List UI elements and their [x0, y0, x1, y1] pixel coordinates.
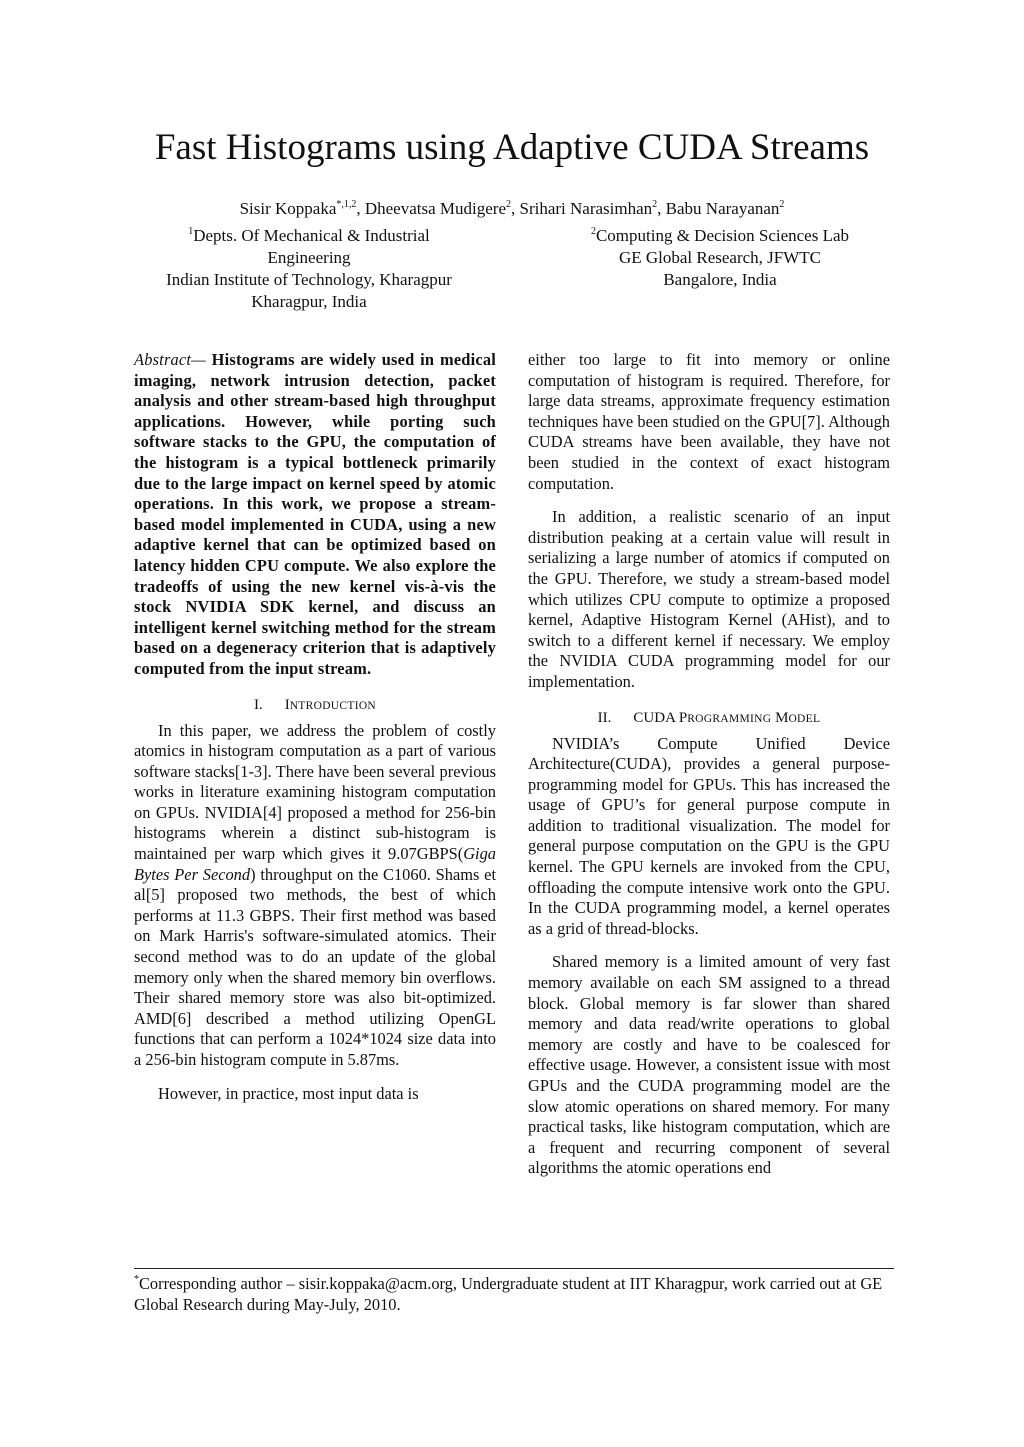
section-title-cap: CUDA P — [633, 709, 688, 726]
section-title-rest: ODEL — [788, 712, 821, 725]
affiliation-line — [120, 225, 498, 247]
intro-paragraph-3: In addition, a realistic scenario of an input distribution peaking at a certain value will result in serializing a large number of atomics if computed on the GPU. Therefore, we study a stream-based model which utilizes CPU compute to optimize a proposed kernel, Adaptive Histogram Kernel (AHist), and to switch to a different kernel if necessary. We employ the NVIDIA CUDA programming model for our implementation. — [528, 507, 890, 691]
paper-title: Fast Histograms using Adaptive CUDA Streams — [154, 127, 870, 168]
left-column — [134, 350, 496, 1104]
section-number: II. — [597, 709, 612, 726]
section-number: I. — [253, 696, 263, 713]
affiliation-text: Depts. Of Mechanical & Industrial — [193, 226, 430, 245]
section-heading-cuda — [528, 708, 890, 729]
footnote-mark: * — [134, 1274, 139, 1285]
author-name: Srihari Narasimhan — [519, 199, 653, 218]
affiliation-line: Kharagpur, India — [251, 292, 367, 311]
intro-paragraph-2-start: However, in practice, most input data is — [158, 1083, 419, 1103]
author-name: Sisir Koppaka — [239, 199, 337, 218]
footnote-divider — [134, 1268, 894, 1269]
affiliation-line: Bangalore, India — [663, 270, 777, 289]
cuda-paragraph-2: Shared memory is a limited amount of very fast memory available on each SM assigned to a thread block. Global memory is far slower than shared memory and data read/write operations to global memory are costly and have to be coalesced for effective usage. However, a consistent issue with most GPUs and the CUDA programming model are the slow atomic operations on shared memory. For many practical tasks, like histogram computation, which are a frequent and recurring component of several algorithms the atomic operations end — [528, 952, 890, 1178]
affiliation-2 — [525, 225, 915, 291]
intro-paragraph-2-continued: either too large to fit into memory or online computation of histogram is required. Therefore, for large data streams, approximate frequency estimation techniques have been studied on the GPU[7]. Although CUDA streams have been available, they have not been studied in the context of exact histogram computation. — [528, 350, 890, 493]
affiliation-line: Indian Institute of Technology, Kharagpur — [166, 270, 452, 289]
author-marks: *,1,2 — [336, 199, 357, 210]
affiliation-line: Engineering — [267, 248, 351, 267]
affiliation-text: Computing & Decision Sciences Lab — [595, 226, 850, 245]
paragraph-text: In this paper, we address the problem of costly atomics in histogram computation as a part of various software stacks[1-3]. There have been several previous works in literature examining histogram computation on GPUs. NVIDIA[4] proposed a method for 256-bin histograms wherein a distinct sub-histogram is maintained per warp which gives it 9.07GBPS( — [134, 720, 496, 864]
intro-paragraph-1 — [134, 721, 496, 1071]
abstract-text: Histograms are widely used in medical imaging, network intrusion detection, packet analysis and other stream-based high throughput applications. However, while porting such software stacks to the GPU, the computation of the histogram is a typical bottleneck primarily due to the large impact on kernel speed by atomic operations. In this work, we propose a stream-based model implemented in CUDA, using a new adaptive kernel that can be optimized based on latency hidden CPU compute. We also explore the tradeoffs of using the new kernel vis-à-vis the stock NVIDIA SDK kernel, and discuss an intelligent kernel switching method for the stream based on a degeneracy criterion that is adaptively computed from the input stream. — [134, 350, 496, 678]
author-list: Sisir Koppaka$^{*,1,2}$, Dheevatsa Mudigere$^2$, Srihari Narasimhan$^2$, Babu Narayanan$^2$ — [239, 199, 785, 218]
author-marks: 2 — [779, 199, 785, 210]
author-marks: 2 — [652, 199, 658, 210]
author-name: Dheevatsa Mudigere — [364, 199, 506, 218]
author-name: Babu Narayanan — [665, 199, 780, 218]
author-marks: 2 — [506, 199, 511, 210]
paragraph-text: ) throughput on the C1060. Shams et al[5] proposed two methods, the best of which performs at 11.3 GBPS. Their first method was based on Mark Harris's software-simulated atomics. Their second method was to do an update of the global memory only when the shared memory bin overflows. Their shared memory store was also bit-optimized. AMD[6] described a method utilizing OpenGL functions that can perform a 1024*1024 size data into a 256-bin histogram compute in 5.87ms. — [134, 864, 496, 1069]
abstract-label: Abstract— — [134, 350, 206, 369]
section-title-rest: NTRODUCTION — [289, 699, 377, 712]
abstract — [134, 350, 496, 680]
footnote — [134, 1273, 894, 1315]
affiliation-mark: 1 — [188, 226, 194, 237]
affiliation-1 — [120, 225, 498, 313]
cuda-paragraph-1: NVIDIA’s Compute Unified Device Architecture(CUDA), provides a general purpose-programming model for GPUs. This has increased the usage of GPU’s for general purpose compute in addition to traditional visualization. The model for general purpose computation on the GPU is the GPU kernel. The GPU kernels are invoked from the CPU, offloading the compute intensive work onto the GPU. In the CUDA programming model, a kernel operates as a grid of thread-blocks. — [528, 733, 890, 938]
section-title-rest: ROGRAMMING — [687, 712, 772, 725]
section-title-cap: M — [771, 709, 789, 726]
affiliation-line: GE Global Research, JFWTC — [618, 248, 822, 267]
footnote-text: Corresponding author – sisir.koppaka@acm.org, Undergraduate student at IIT Kharagpur, work carried out at GE Global Research during May-July, 2010. — [134, 1274, 883, 1314]
section-heading-introduction — [134, 695, 496, 716]
right-column — [528, 350, 890, 1179]
affiliation-line — [525, 225, 915, 247]
section-title-cap: I — [284, 696, 290, 713]
affiliation-mark: 2 — [590, 226, 596, 237]
italic-term: Giga Bytes Per Second — [134, 844, 496, 884]
